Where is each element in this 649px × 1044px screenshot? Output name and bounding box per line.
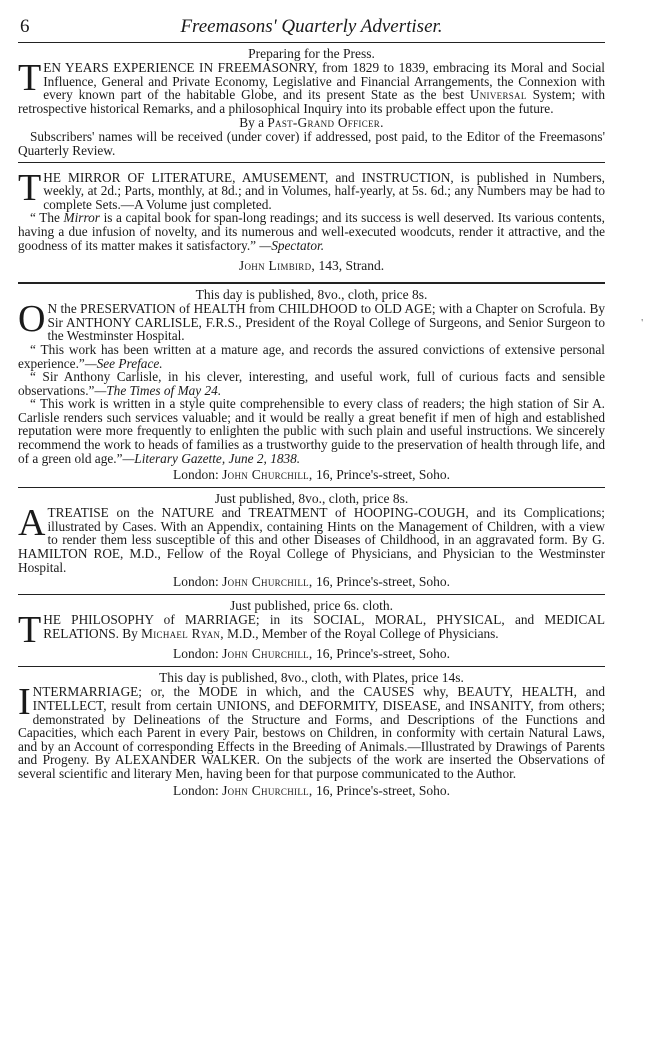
drop-capital: T bbox=[18, 609, 42, 652]
advert-imprint: London: John Churchill, 16, Prince's-street, Soho. bbox=[172, 782, 451, 798]
advert-text: M.D., Member of the Royal College of Physicians. bbox=[223, 625, 499, 641]
advert-imprint: John Limbird, 143, Strand. bbox=[238, 258, 385, 274]
advert-preservation-of-health bbox=[18, 284, 605, 485]
advert-hooping-cough bbox=[18, 488, 605, 592]
advert-quote: “ This work has been written at a mature age, and records the assured convictions of extensive personal experience.”—See Preface. bbox=[18, 341, 605, 371]
advert-quote: “ The Mirror is a capital book for span-long readings; and its success is well deserved. Its various contents, having a due infusion of novelty, and its numerous and well-executed woodcuts, render it attractive, and the goodness of its matter makes it satisfactory.” —Spectator. bbox=[18, 210, 606, 253]
advert-imprint: London: John Churchill, 16, Prince's-street, Soho. bbox=[172, 467, 451, 483]
advert-text: TREATISE on the NATURE and TREATMENT of HOOPING-COUGH, and its Complications; illustrated by Cases. With an Appendix, containing Hints on the Management of Children, with a view to render them less susceptible of this and other Diseases of Childhood, in an aggravated form. By G. HAMILTON ROE, M.D., Fellow of the Royal College of Physicians, and Physician to the Westminster Hospital. bbox=[18, 505, 605, 575]
advert-text: NTERMARRIAGE; or, the MODE in which, and the CAUSES why, BEAUTY, HEALTH, and INTELLECT, result from certain UNIONS, and DEFORMITY, DISEASE, and INSANITY, from others; demonstrated by Delineations of the Structure and Forms, and Descriptions of the Functions and Capacities, which each Parent in every Pair, bestows on Children, in conformity with certain Natural Laws, and by an Account of corresponding Effects in the Breeding of Animals.—Illustrated by Drawings of Parents and Progeny. By ALEXANDER WALKER. On the subjects of the work are inserted the Observations of several scientific and literary Men, having been for that purpose communicated to the Author. bbox=[18, 684, 605, 781]
advert-body bbox=[18, 502, 605, 575]
page-header bbox=[18, 14, 605, 43]
advert-text: EN YEARS EXPERIENCE IN FREEMASONRY, from 1829 to 1839, embracing its Moral and Social Influence, General and Private Economy, Legislative and Financial Arrangements, the Connexion with every known part of the habitable Globe, and its present State as the best bbox=[43, 60, 605, 103]
advert-body bbox=[18, 298, 605, 344]
advert-text: HE MIRROR OF LITERATURE, AMUSEMENT, and INSTRUCTION, is published in Numbers, weekly, at 2d.; Parts, monthly, at 8d.; and in Volumes, half-yearly, at 5s. 6d.; any Numbers may be had to complete Sets.—A Volume just completed. bbox=[43, 169, 605, 212]
drop-capital: I bbox=[18, 681, 31, 724]
advert-imprint: London: John Churchill, 16, Prince's-street, Soho. bbox=[172, 646, 451, 662]
running-title: Freemasons' Quarterly Advertiser. bbox=[180, 16, 443, 37]
advert-text-smallcaps: Universal bbox=[469, 87, 527, 103]
page bbox=[18, 14, 605, 801]
advert-imprint: London: John Churchill, 16, Prince's-street, Soho. bbox=[172, 574, 451, 590]
advert-body bbox=[18, 609, 605, 652]
advert-notice: This day is published, 8vo., cloth, with Plates, price 14s. bbox=[159, 670, 464, 686]
drop-capital: T bbox=[18, 166, 42, 209]
drop-capital: O bbox=[18, 298, 46, 341]
margin-mark: ' bbox=[641, 318, 643, 329]
advert-intermarriage bbox=[18, 667, 605, 800]
advert-text: HE PHILOSOPHY of MARRIAGE; in its SOCIAL, MORAL, PHYSICAL, and MEDICAL RELATIONS. By bbox=[43, 612, 605, 641]
advert-philosophy-of-marriage bbox=[18, 595, 605, 664]
advert-body bbox=[18, 57, 605, 116]
advert-mirror bbox=[18, 163, 605, 277]
advert-notice: Preparing for the Press. bbox=[248, 46, 375, 61]
advert-quote: “ Sir Anthony Carlisle, in his clever, interesting, and useful work, full of curious facts and sensible observations.”—The Times of May 24. bbox=[18, 369, 605, 398]
drop-capital: A bbox=[18, 502, 46, 545]
advert-notice: This day is published, 8vo., cloth, price 8s. bbox=[195, 287, 428, 303]
advert-notice: Just published, price 6s. cloth. bbox=[229, 598, 394, 614]
advert-freemasonry bbox=[18, 43, 605, 160]
advert-note: Subscribers' names will be received (under cover) if addressed, post paid, to the Editor of the Freemasons' Quarterly Review. bbox=[18, 129, 605, 158]
page-number: 6 bbox=[20, 16, 30, 37]
advert-body bbox=[18, 166, 605, 212]
drop-capital: T bbox=[18, 57, 42, 99]
advert-text: System; with retrospective historical Remarks, and a philosophical Inquiry into its probable effect upon the future. bbox=[18, 87, 605, 116]
advert-body bbox=[18, 681, 605, 781]
advert-text-smallcaps: Michael Ryan, bbox=[141, 625, 224, 641]
advert-notice: Just published, 8vo., cloth, price 8s. bbox=[214, 491, 409, 507]
advert-byline: By a Past-Grand Officer. bbox=[239, 115, 384, 131]
advert-text: N the PRESERVATION of HEALTH from CHILDHOOD to OLD AGE; with a Chapter on Scrofula. By Sir ANTHONY CARLISLE, F.R.S., President of the Royal College of Surgeons, and Senior Surgeon to the Westminster Hospital. bbox=[47, 301, 605, 344]
advert-quote: “ This work is written in a style quite comprehensible to every class of readers; the high station of Sir A. Carlisle renders such services valuable; and it would be really a great benefit if men of high and established reputation were more frequently to enlighten the public with such plain and useful instructions. We sincerely recommend the work to heads of families as a trustworthy guide to the preservation of health through life, and of a green old age.”—Literary Gazette, June 2, 1838. bbox=[18, 396, 605, 466]
